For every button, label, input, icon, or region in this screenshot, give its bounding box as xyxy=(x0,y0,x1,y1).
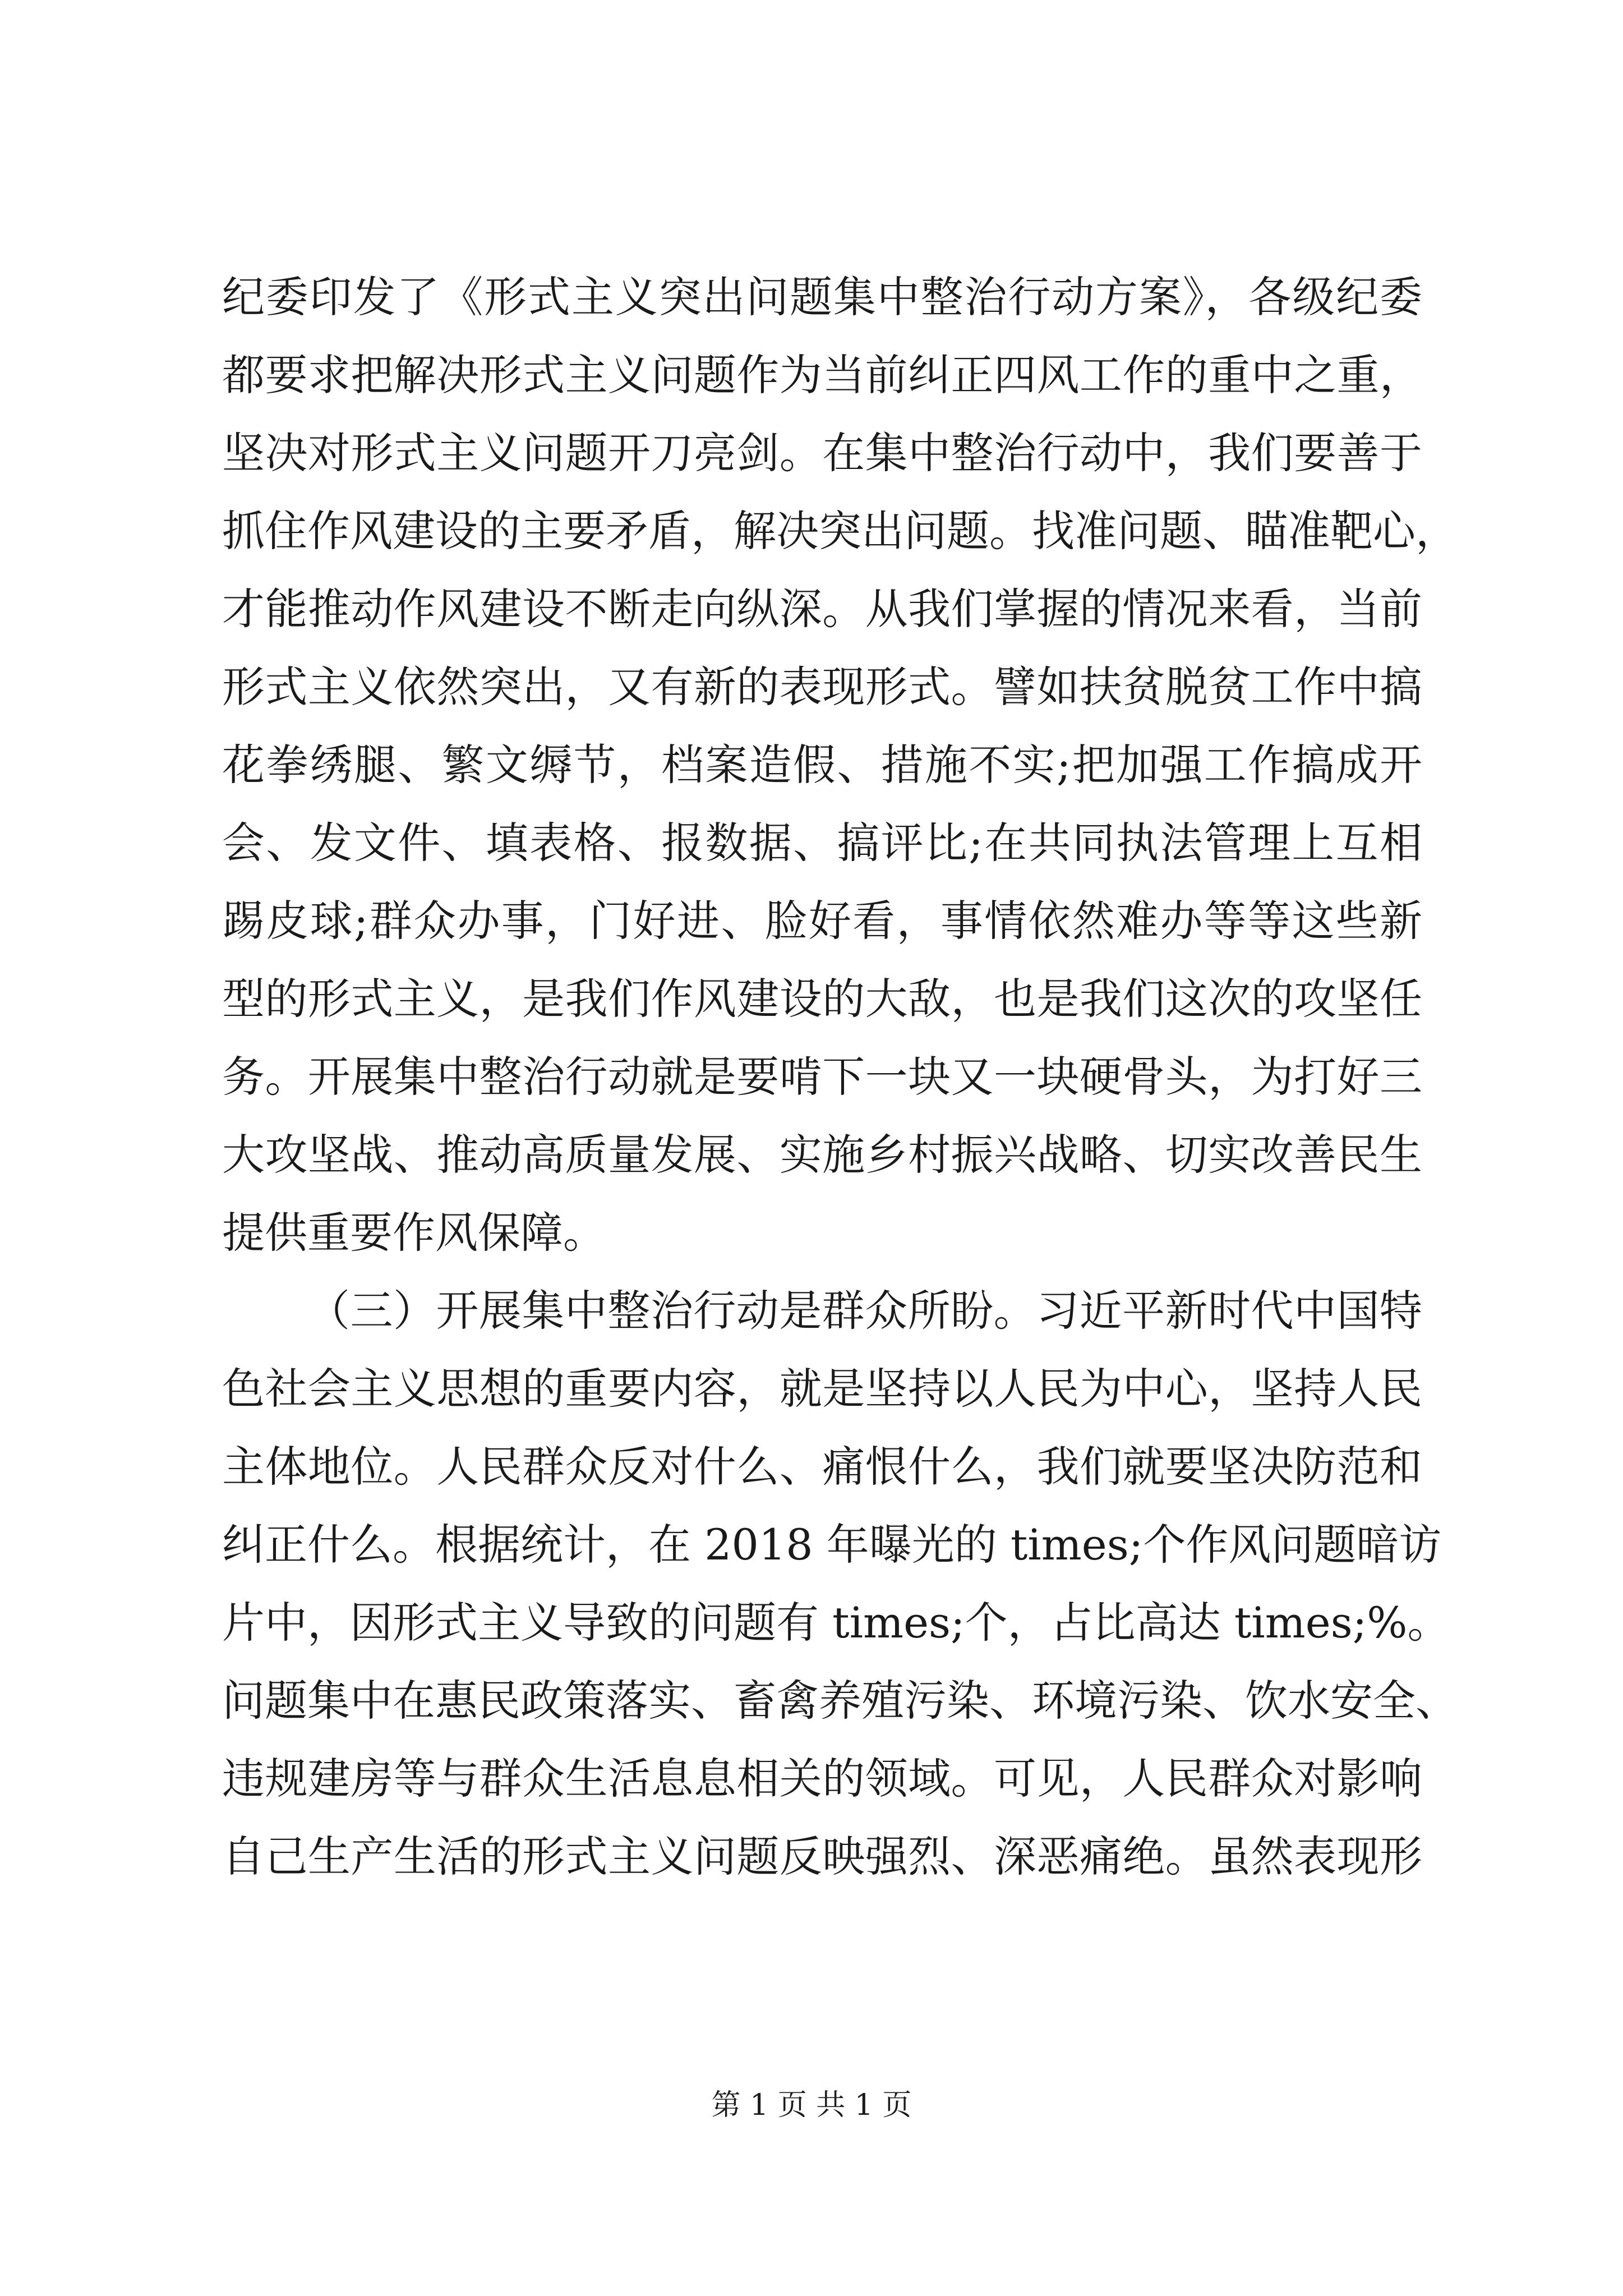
text-line: 都要求把解决形式主义问题作为当前纠正四风工作的重中之重， xyxy=(222,350,1422,400)
text-line: 主体地位。人民群众反对什么、痛恨什么，我们就要坚决防范和 xyxy=(222,1442,1422,1492)
document-body xyxy=(222,258,1458,1895)
text-line: 坚决对形式主义问题开刀亮剑。在集中整治行动中，我们要善于 xyxy=(222,428,1422,478)
text-line: 问题集中在惠民政策落实、畜禽养殖污染、环境污染、饮水安全、 xyxy=(222,1676,1458,1726)
page-number-footer: 第 1 页 共 1 页 xyxy=(711,2088,912,2122)
text-line: 纪委印发了《形式主义突出问题集中整治行动方案》，各级纪委 xyxy=(222,272,1422,322)
text-line: 片中，因形式主义导致的问题有 times;个，占比高达 times;%。 xyxy=(222,1598,1450,1648)
text-line: 色社会主义思想的重要内容，就是坚持以人民为中心，坚持人民 xyxy=(222,1364,1422,1414)
text-line: 形式主义依然突出，又有新的表现形式。譬如扶贫脱贫工作中搞 xyxy=(222,662,1422,712)
text-line: 花拳绣腿、繁文缛节，档案造假、措施不实;把加强工作搞成开 xyxy=(222,740,1422,790)
text-line: 自己生产生活的形式主义问题反映强烈、深恶痛绝。虽然表现形 xyxy=(222,1832,1422,1881)
text-line: 违规建房等与群众生活息息相关的领域。可见，人民群众对影响 xyxy=(222,1754,1422,1803)
text-line: 型的形式主义，是我们作风建设的大敌，也是我们这次的攻坚任 xyxy=(222,974,1422,1024)
text-line: 抓住作风建设的主要矛盾，解决突出问题。找准问题、瞄准靶心， xyxy=(222,506,1458,556)
section-heading-line: （三）开展集中整治行动是群众所盼。习近平新时代中国特 xyxy=(307,1286,1422,1336)
text-line: 会、发文件、填表格、报数据、搞评比;在共同执法管理上互相 xyxy=(222,818,1422,868)
text-line: 才能推动作风建设不断走向纵深。从我们掌握的情况来看，当前 xyxy=(222,584,1422,634)
text-line: 纠正什么。根据统计，在 2018 年曝光的 times;个作风问题暗访 xyxy=(222,1520,1442,1570)
text-line: 大攻坚战、推动高质量发展、实施乡村振兴战略、切实改善民生 xyxy=(222,1130,1422,1180)
text-line: 踢皮球;群众办事，门好进、脸好看，事情依然难办等等这些新 xyxy=(222,896,1422,946)
text-line: 提供重要作风保障。 xyxy=(222,1208,606,1258)
text-line: 务。开展集中整治行动就是要啃下一块又一块硬骨头，为打好三 xyxy=(222,1052,1422,1102)
